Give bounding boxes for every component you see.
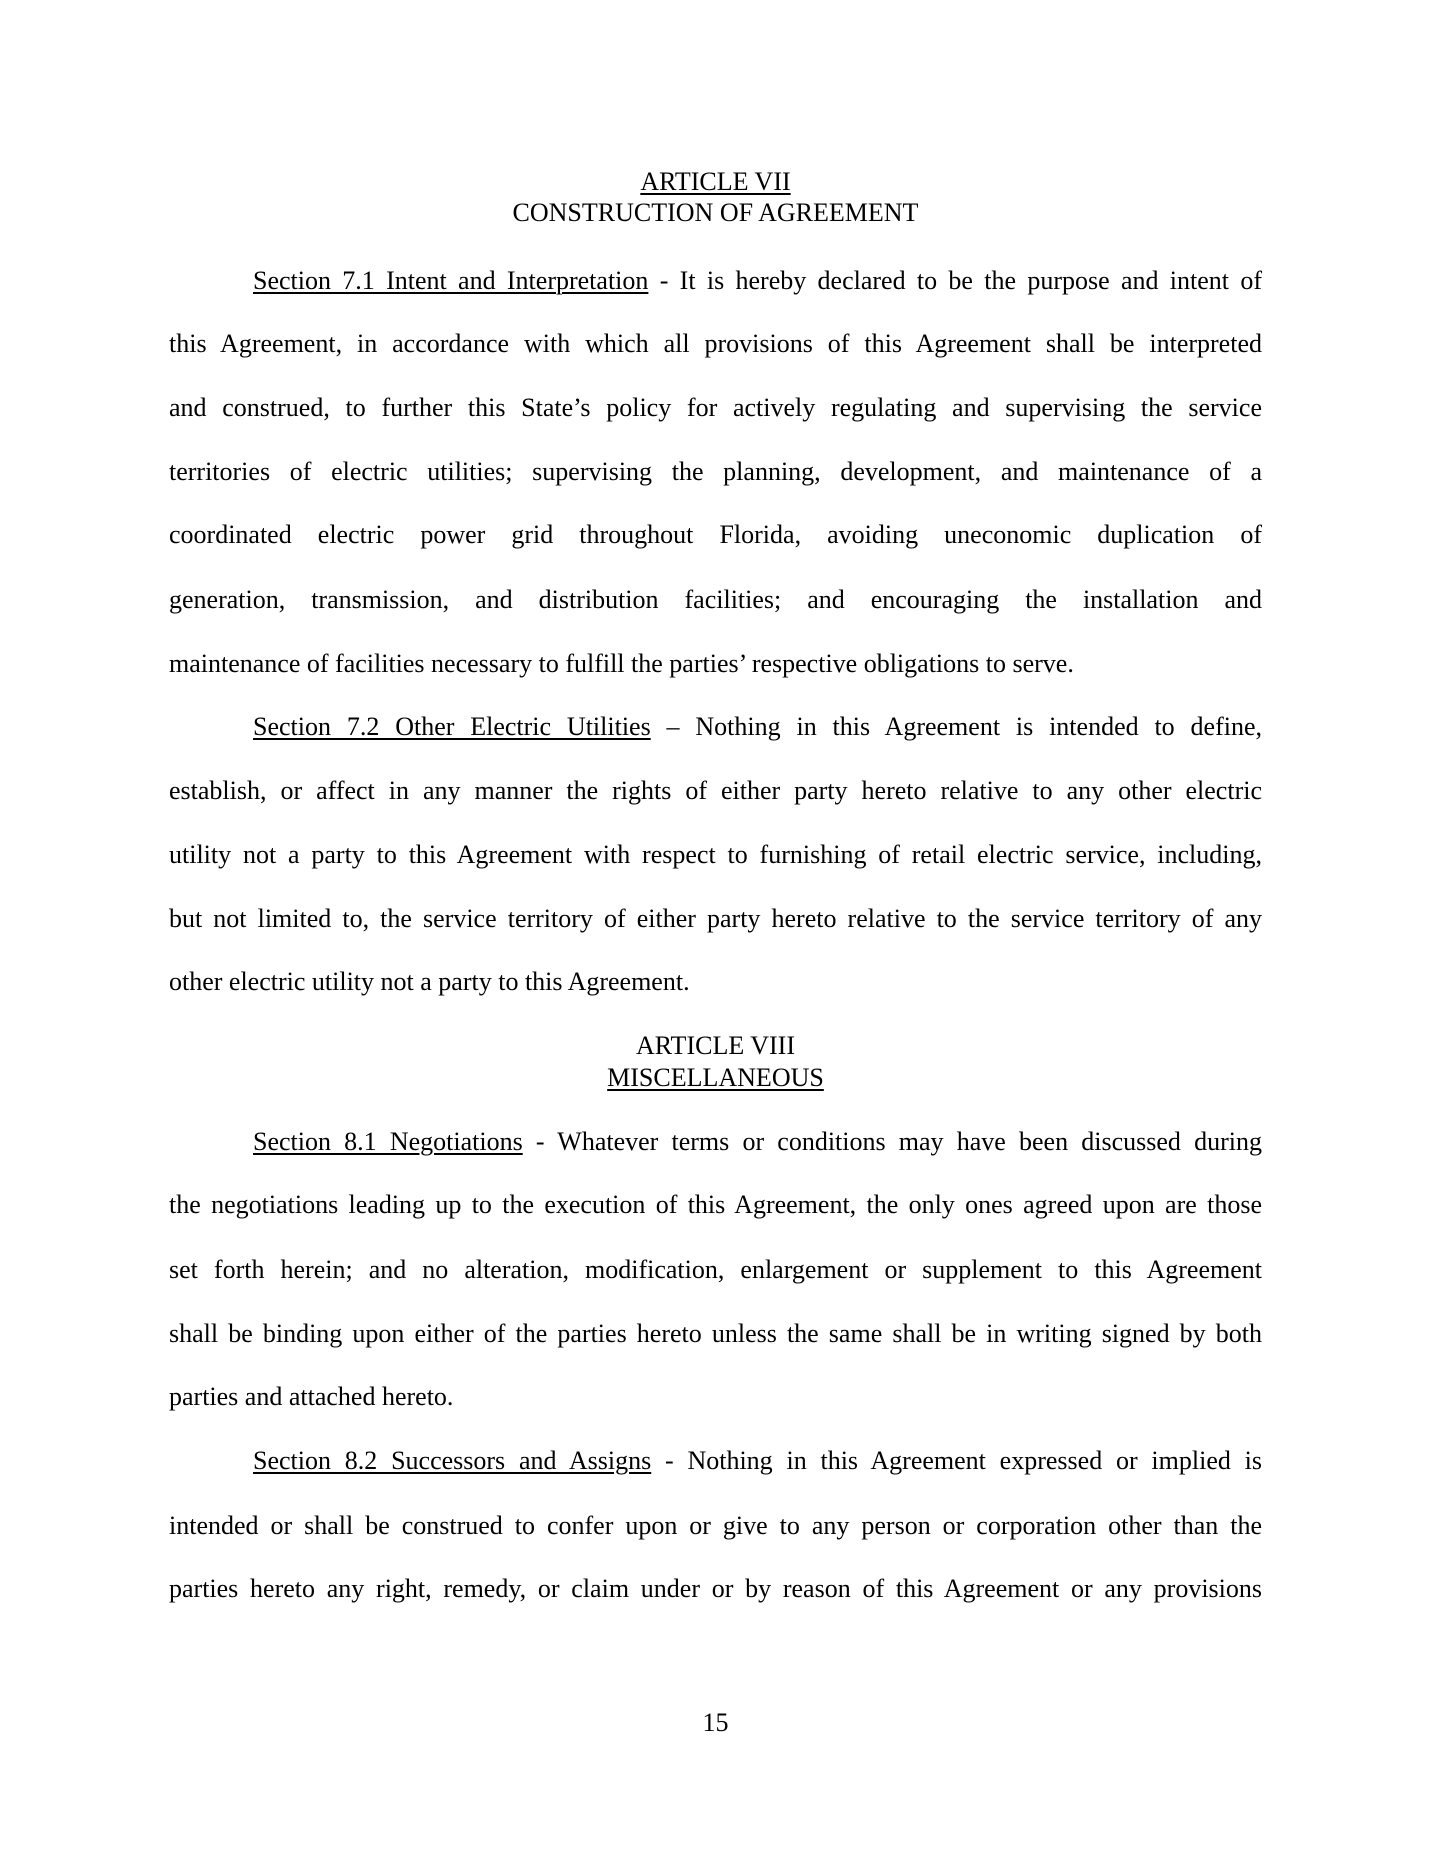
page-number: 15 — [702, 1708, 729, 1737]
paragraph-line: utility not a party to this Agreement with respect to furnishing of retail electric service, including, — [169, 840, 1262, 869]
paragraph-line: territories of electric utilities; supervising the planning, development, and maintenance of a — [169, 457, 1262, 486]
paragraph-line: this Agreement, in accordance with which all provisions of this Agreement shall be interpreted — [169, 329, 1262, 358]
paragraph-line: coordinated electric power grid throughout Florida, avoiding uneconomic duplication of — [169, 520, 1262, 549]
article-8-title — [0, 1063, 1431, 1093]
paragraph-line: Nothing in this Agreement is intended to define, — [695, 712, 1262, 741]
paragraph-last-line: other electric utility not a party to this Agreement. — [169, 967, 690, 996]
section-7-1-first-line: Section 7.1 Intent and Interpretation - It is hereby declared to be the purpose and intent of — [253, 266, 1262, 295]
paragraph-line: generation, transmission, and distribution facilities; and encouraging the installation and — [169, 585, 1262, 614]
article-8-title-text: MISCELLANEOUS — [607, 1063, 824, 1092]
section-8-2-first-line: Section 8.2 Successors and Assigns - Nothing in this Agreement expressed or implied is — [253, 1446, 1263, 1475]
paragraph-line: shall be binding upon either of the parties hereto unless the same shall be in writing signed by both — [169, 1319, 1262, 1348]
section-7-2-heading: Section 7.2 Other Electric Utilities — [253, 712, 651, 741]
section-8-1-first-line: Section 8.1 Negotiations - Whatever terms or conditions may have been discussed during — [253, 1127, 1262, 1156]
article-7-heading — [0, 167, 1431, 197]
paragraph-line: establish, or affect in any manner the rights of either party hereto relative to any other electric — [169, 776, 1262, 805]
paragraph-line: the negotiations leading up to the execution of this Agreement, the only ones agreed upon are those — [169, 1190, 1262, 1219]
paragraph-line: but not limited to, the service territory of either party hereto relative to the service territory of any — [169, 904, 1262, 933]
article-7-number: ARTICLE VII — [640, 167, 791, 196]
paragraph-line: It is hereby declared to be the purpose and intent of — [679, 266, 1262, 295]
section-8-2-heading: Section 8.2 Successors and Assigns — [253, 1446, 652, 1475]
paragraph-line: and construed, to further this State’s policy for actively regulating and supervising the service — [169, 393, 1262, 422]
paragraph-last-line: parties and attached hereto. — [169, 1382, 454, 1411]
section-7-2-first-line: Section 7.2 Other Electric Utilities – Nothing in this Agreement is intended to define, — [253, 712, 1262, 741]
article-7-title: CONSTRUCTION OF AGREEMENT — [512, 198, 919, 227]
paragraph-line: intended or shall be construed to confer upon or give to any person or corporation other than the — [169, 1511, 1262, 1540]
paragraph-line: Nothing in this Agreement expressed or implied is — [687, 1446, 1263, 1475]
paragraph-line: set forth herein; and no alteration, modification, enlargement or supplement to this Agreement — [169, 1255, 1262, 1284]
paragraph-line: parties hereto any right, remedy, or claim under or by reason of this Agreement or any provisions — [169, 1574, 1262, 1603]
article-8-heading: ARTICLE VIII — [636, 1031, 795, 1060]
section-7-1-heading: Section 7.1 Intent and Interpretation — [253, 266, 649, 295]
paragraph-line: Whatever terms or conditions may have been discussed during — [557, 1127, 1262, 1156]
paragraph-last-line: maintenance of facilities necessary to fulfill the parties’ respective obligations to serve. — [169, 649, 1074, 678]
section-8-1-heading: Section 8.1 Negotiations — [253, 1127, 523, 1156]
